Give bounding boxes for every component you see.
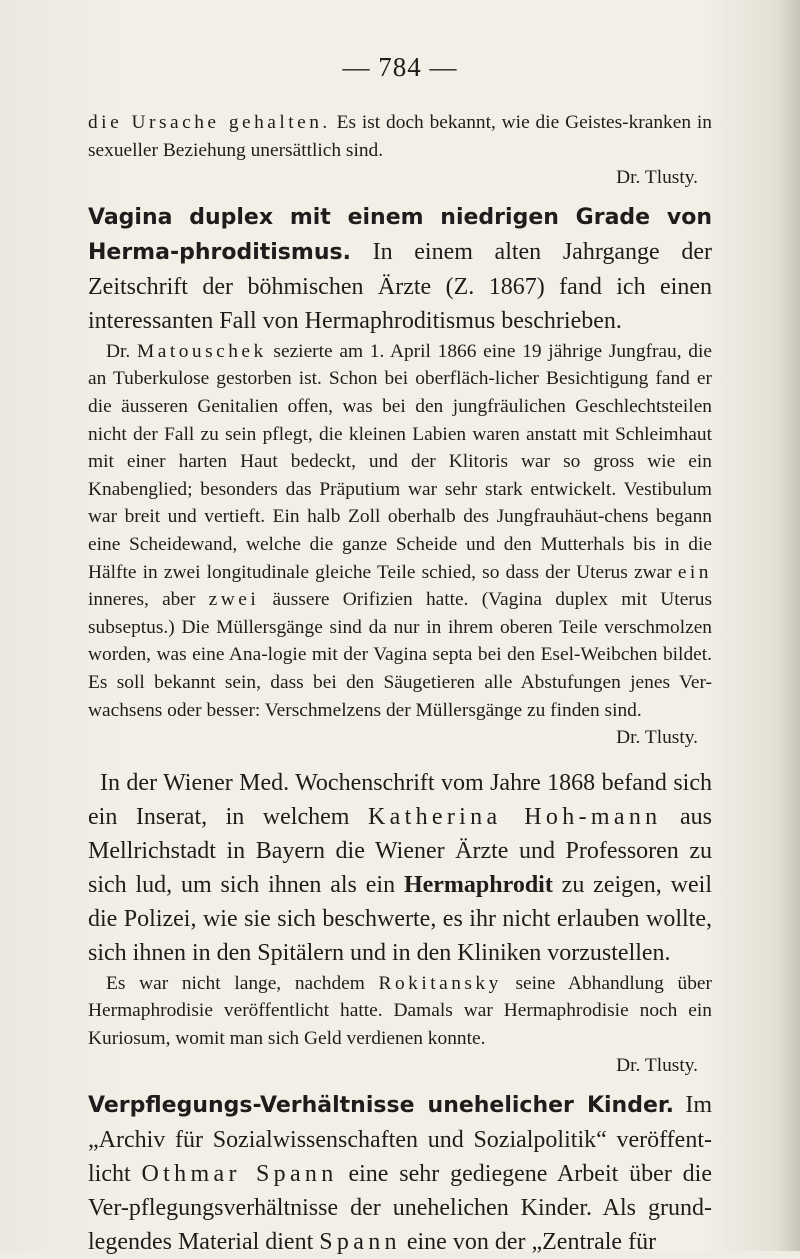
lead-text: aus Mellrichstadt in Bayern die Wiener Ärzte und Professoren zu sich lud, um sich ihnen als ein bbox=[88, 803, 712, 898]
lead-text: Im „Archiv für Sozialwissenschaften und Sozialpolitik“ veröffent-licht bbox=[88, 1092, 712, 1188]
body-text: Dr. bbox=[106, 340, 137, 362]
body-text: seine Abhandlung über Hermaphrodisie veröffentlicht hatte. Damals war Hermaphrodisie noch ein Kuriosum, womit man sich Geld verdienen konnte. bbox=[88, 972, 712, 1049]
body-text: sezierte am 1. April 1866 eine 19 jährige Jungfrau, die an Tuberkulose gestorben ist. Schon bei oberfläch-licher Besichtigung fand er die äusseren Genitalien offen, was bei den jungfräulichen Geschlechtsteilen nicht der Fall zu sein pflegt, die kleinen Labien waren anstatt mit Schleimhaut mit einer harten Haut bedeckt, und der Klitoris war so gross wie ein Knabenglied; besonders das Präputium war sehr stark entwickelt. Vestibulum war breit und vertieft. Ein halb Zoll oberhalb des Jungfrauhäut-chens begann eine Scheidewand, welche die ganze Scheide und den Mutterhals bis in die Hälfte in zwei longitudinale gleiche Teile schied, so dass der Uterus zwar bbox=[88, 340, 712, 583]
paragraph-text: Es ist doch bekannt, wie die Geistes-kranken in sexueller Beziehung unersättlich sind. bbox=[88, 112, 712, 161]
author-signature: Dr. Tlusty. bbox=[616, 727, 698, 749]
paragraph-continuation bbox=[88, 109, 712, 164]
lead-text: zu zeigen, weil die Polizei, wie sie sich beschwerte, es ihr nicht erlauben wollte, sich ihnen in den Spitälern und in den Kliniken vorzustellen. bbox=[88, 871, 712, 966]
page-number: — 784 — bbox=[342, 52, 458, 82]
lead-text: In einem alten Jahrgange der Zeitschrift der böhmischen Ärzte (Z. 1867) fand ich einen interessanten Fall von Hermaphroditismus beschrieben. bbox=[88, 238, 712, 334]
section-wiener-lead bbox=[88, 766, 712, 970]
body-text: Es war nicht lange, nachdem bbox=[106, 972, 379, 994]
section-vagina-duplex-lead bbox=[88, 200, 712, 338]
body-text: äussere Orifizien hatte. (Vagina duplex mit Uterus subseptus.) Die Müllersgänge sind da nur in ihrem oberen Teile verschmolzen worden, was eine Ana-logie mit der Vagina septa bei den Esel-Weibchen bildet. Es soll bekannt sein, dass bei den Säugetieren alle Abstufungen jenes Ver-wachsens oder besser: Verschmelzens der Müllersgänge zu finden sind. bbox=[88, 589, 712, 721]
section-verpflegung-lead bbox=[88, 1088, 712, 1259]
author-signature: Dr. Tlusty. bbox=[616, 167, 698, 189]
lead-text: eine sehr gediegene Arbeit über die Ver-pflegungsverhältnisse der unehelichen Kinder. Als grund-legendes Material dient bbox=[88, 1161, 712, 1256]
section-heading: Vagina duplex mit einem niedrigen Grade von Herma-phroditismus. bbox=[88, 204, 712, 265]
spaced-text: die Ursache gehalten. bbox=[88, 112, 331, 133]
section-heading: Verpflegungs-Verhältnisse unehelicher Kinder. bbox=[88, 1093, 674, 1119]
person-name: Othmar Spann bbox=[141, 1161, 338, 1188]
person-name: Rokitansky bbox=[378, 972, 502, 994]
author-signature: Dr. Tlusty. bbox=[616, 1055, 698, 1077]
section-vagina-duplex-body bbox=[88, 338, 712, 724]
lead-text: eine von der „Zentrale für bbox=[400, 1229, 657, 1256]
emphasis-text: zwei bbox=[208, 589, 260, 611]
emphasis-text: ein bbox=[677, 561, 712, 583]
section-wiener-body bbox=[88, 970, 712, 1053]
lead-text: In der Wiener Med. Wochenschrift vom Jahre 1868 befand sich ein Inserat, in welchem bbox=[88, 769, 712, 830]
person-name: Spann bbox=[319, 1229, 401, 1256]
bold-term: Hermaphrodit bbox=[403, 871, 553, 898]
person-name: Matouschek bbox=[136, 340, 267, 362]
person-name: Katherina Hoh-mann bbox=[367, 803, 662, 830]
body-text: inneres, aber bbox=[88, 589, 209, 611]
